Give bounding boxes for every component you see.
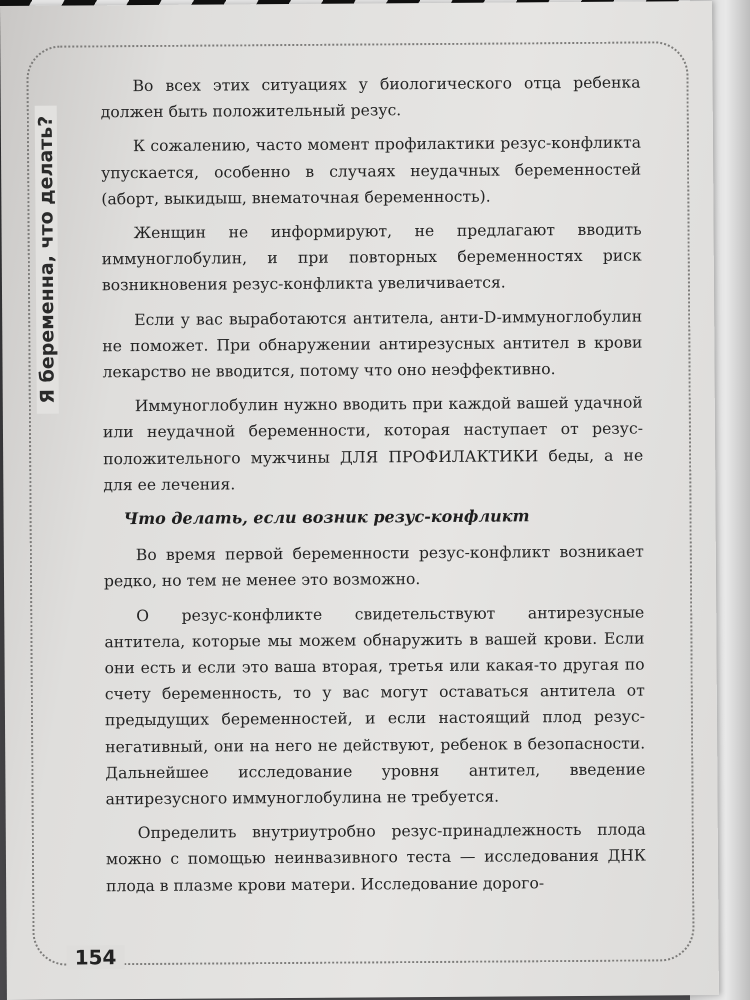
paragraph: Определить внутриутробно резус-принадлежность плода можно с помощью неинвазивного теста — исследования ДНК плода в плазме крови матери. Исследование дорого- [105, 820, 647, 895]
book-page [0, 1, 719, 1000]
section-heading: Что делать, если возник резус-конфликт [123, 506, 530, 529]
paragraph: Во всех этих ситуациях у биологического отца ребенка должен быть положительный резус. [100, 73, 641, 122]
paragraph: О резус-конфликте свидетельствуют антирезусные антитела, которые мы можем обнаружить в вашей крови. Если они есть и если это ваша вторая, третья или какая-то другая по счету беременность, то у вас могут оставаться антитела от предыдущих беременностей, и если настоящий плод резус-негативный, они на него не действуют, ребенок в безопасности. Дальнейшее исследование уровня антител, введение антирезусного иммуноглобулина не требуется. [104, 603, 646, 809]
paragraph: Женщин не информируют, не предлагают вводить иммуноглобулин, и при повторных беременностях риск возникновения резус-конфликта увеличивается. [101, 220, 642, 295]
body-text [100, 70, 646, 908]
paragraph: Во время первой беременности резус-конфликт возникает редко, но тем не менее это возможно. [103, 542, 644, 591]
paragraph: Если у вас выработаются антитела, анти-D-иммуноглобулин не поможет. При обнаружении антирезусных антител в крови лекарство не вводится, потому что оно неэффективно. [102, 307, 643, 382]
running-head: Я беременна, что делать? [35, 106, 59, 414]
paragraph: К сожалению, часто момент профилактики резус-конфликта упускается, особенно в случаях неудачных беременностей (аборт, выкидыш, внематочная беременность). [101, 133, 642, 209]
paragraph: Иммуноглобулин нужно вводить при каждой вашей удачной или неудачной беременности, которая наступает от резус-положительного мужчины ДЛЯ ПРОФИЛАКТИКИ беды, а не для ее лечения. [102, 393, 644, 495]
page-number: 154 [67, 945, 125, 969]
